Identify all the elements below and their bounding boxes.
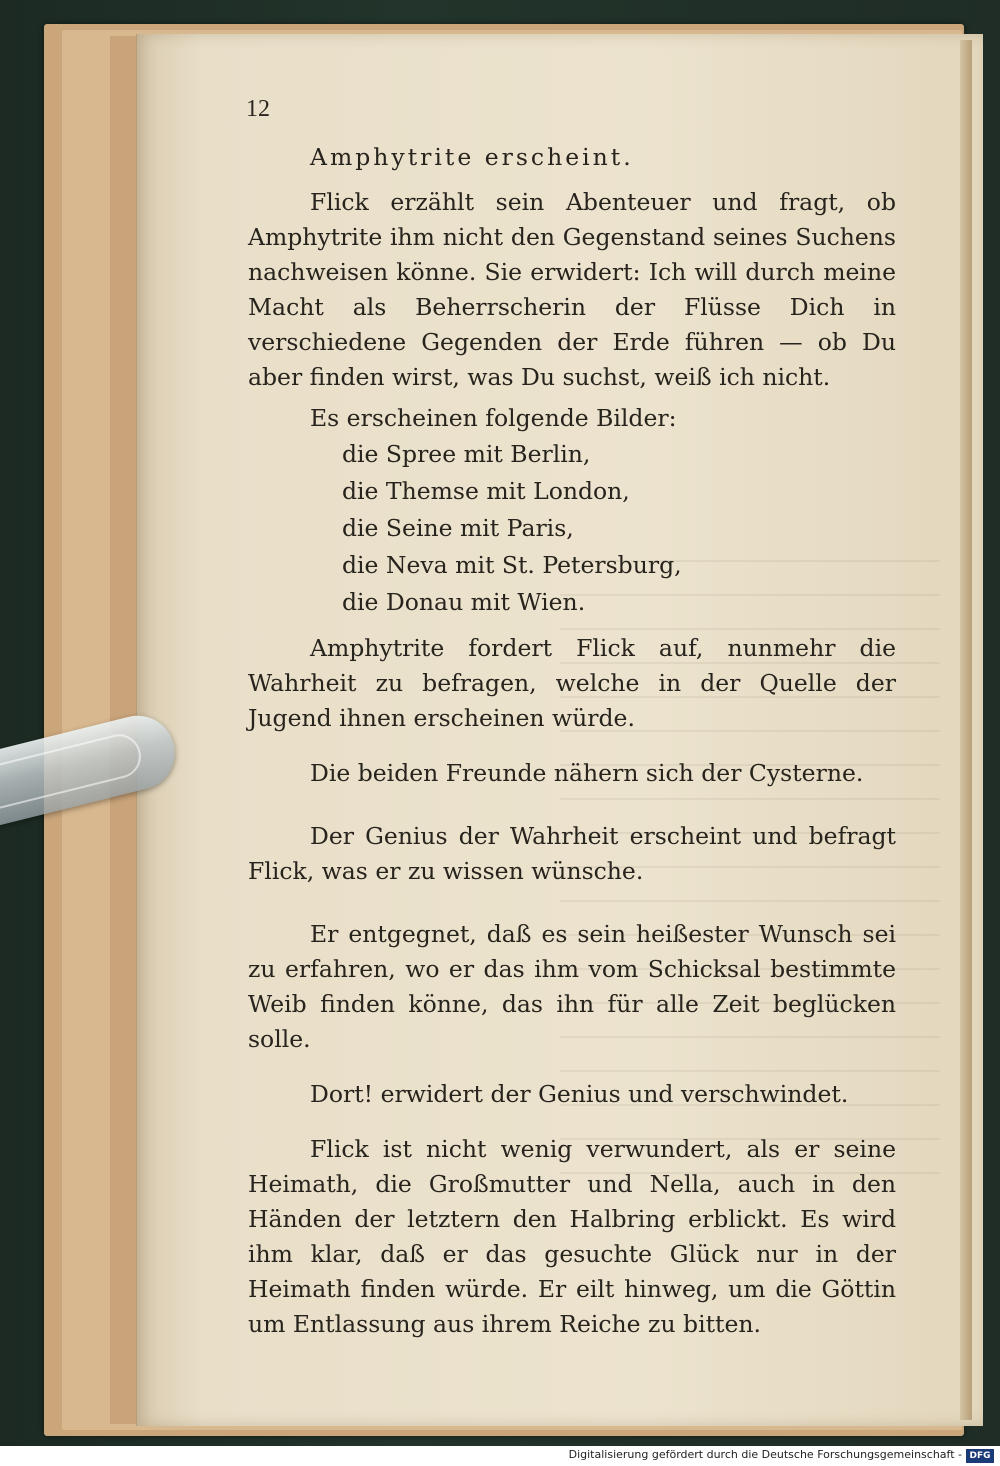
page-number: 12 [246,96,270,122]
footer-credit: Digitalisierung gefördert durch die Deutsche Forschungsgemeinschaft - [568,1448,962,1461]
image-list [248,436,896,621]
paragraph: Die beiden Freunde nähern sich der Cysterne. [310,759,864,787]
paragraph: Dort! erwidert der Genius und verschwindet. [310,1080,849,1108]
page-text [248,140,896,1342]
footer-bar [0,1446,1000,1466]
list-item: die Seine mit Paris, [342,514,574,542]
paragraph: Der Genius der Wahrheit erscheint und befragt Flick, was er zu wissen wünsche. [248,822,896,885]
paragraph: Flick erzählt sein Abenteuer und fragt, ob Amphytrite ihm nicht den Gegenstand seines Suchens nachweisen könne. Sie erwidert: Ich will durch meine Macht als Beherrscherin der Flüsse Dich in verschiedene Gegenden der Erde führen — ob Du aber finden wirst, was Du suchst, weiß ich nicht. [248,188,896,391]
page-edge [960,40,972,1420]
paragraph: Amphytrite erscheint. [310,143,634,171]
paragraph: Er entgegnet, daß es sein heißester Wunsch sei zu erfahren, wo er das ihm vom Schicksal bestimmte Weib finden könne, das ihn für alle Zeit beglücken solle. [248,920,896,1053]
list-item: die Spree mit Berlin, [342,440,591,468]
paragraph: Amphytrite fordert Flick auf, nunmehr die Wahrheit zu befragen, welche in der Quelle der Jugend ihnen erscheinen würde. [248,634,896,732]
dfg-logo-icon: DFG [966,1449,994,1463]
list-intro: Es erscheinen folgende Bilder: [310,404,677,432]
paragraph: Flick ist nicht wenig verwundert, als er seine Heimath, die Großmutter und Nella, auch in den Händen der letztern den Halbring erblickt. Es wird ihm klar, daß er das gesuchte Glück nur in der Heimath finden würde. Er eilt hinweg, um die Göttin um Entlassung aus ihrem Reiche zu bitten. [248,1135,896,1338]
list-item: die Neva mit St. Petersburg, [342,551,682,579]
list-item: die Themse mit London, [342,477,630,505]
list-item: die Donau mit Wien. [342,588,586,616]
